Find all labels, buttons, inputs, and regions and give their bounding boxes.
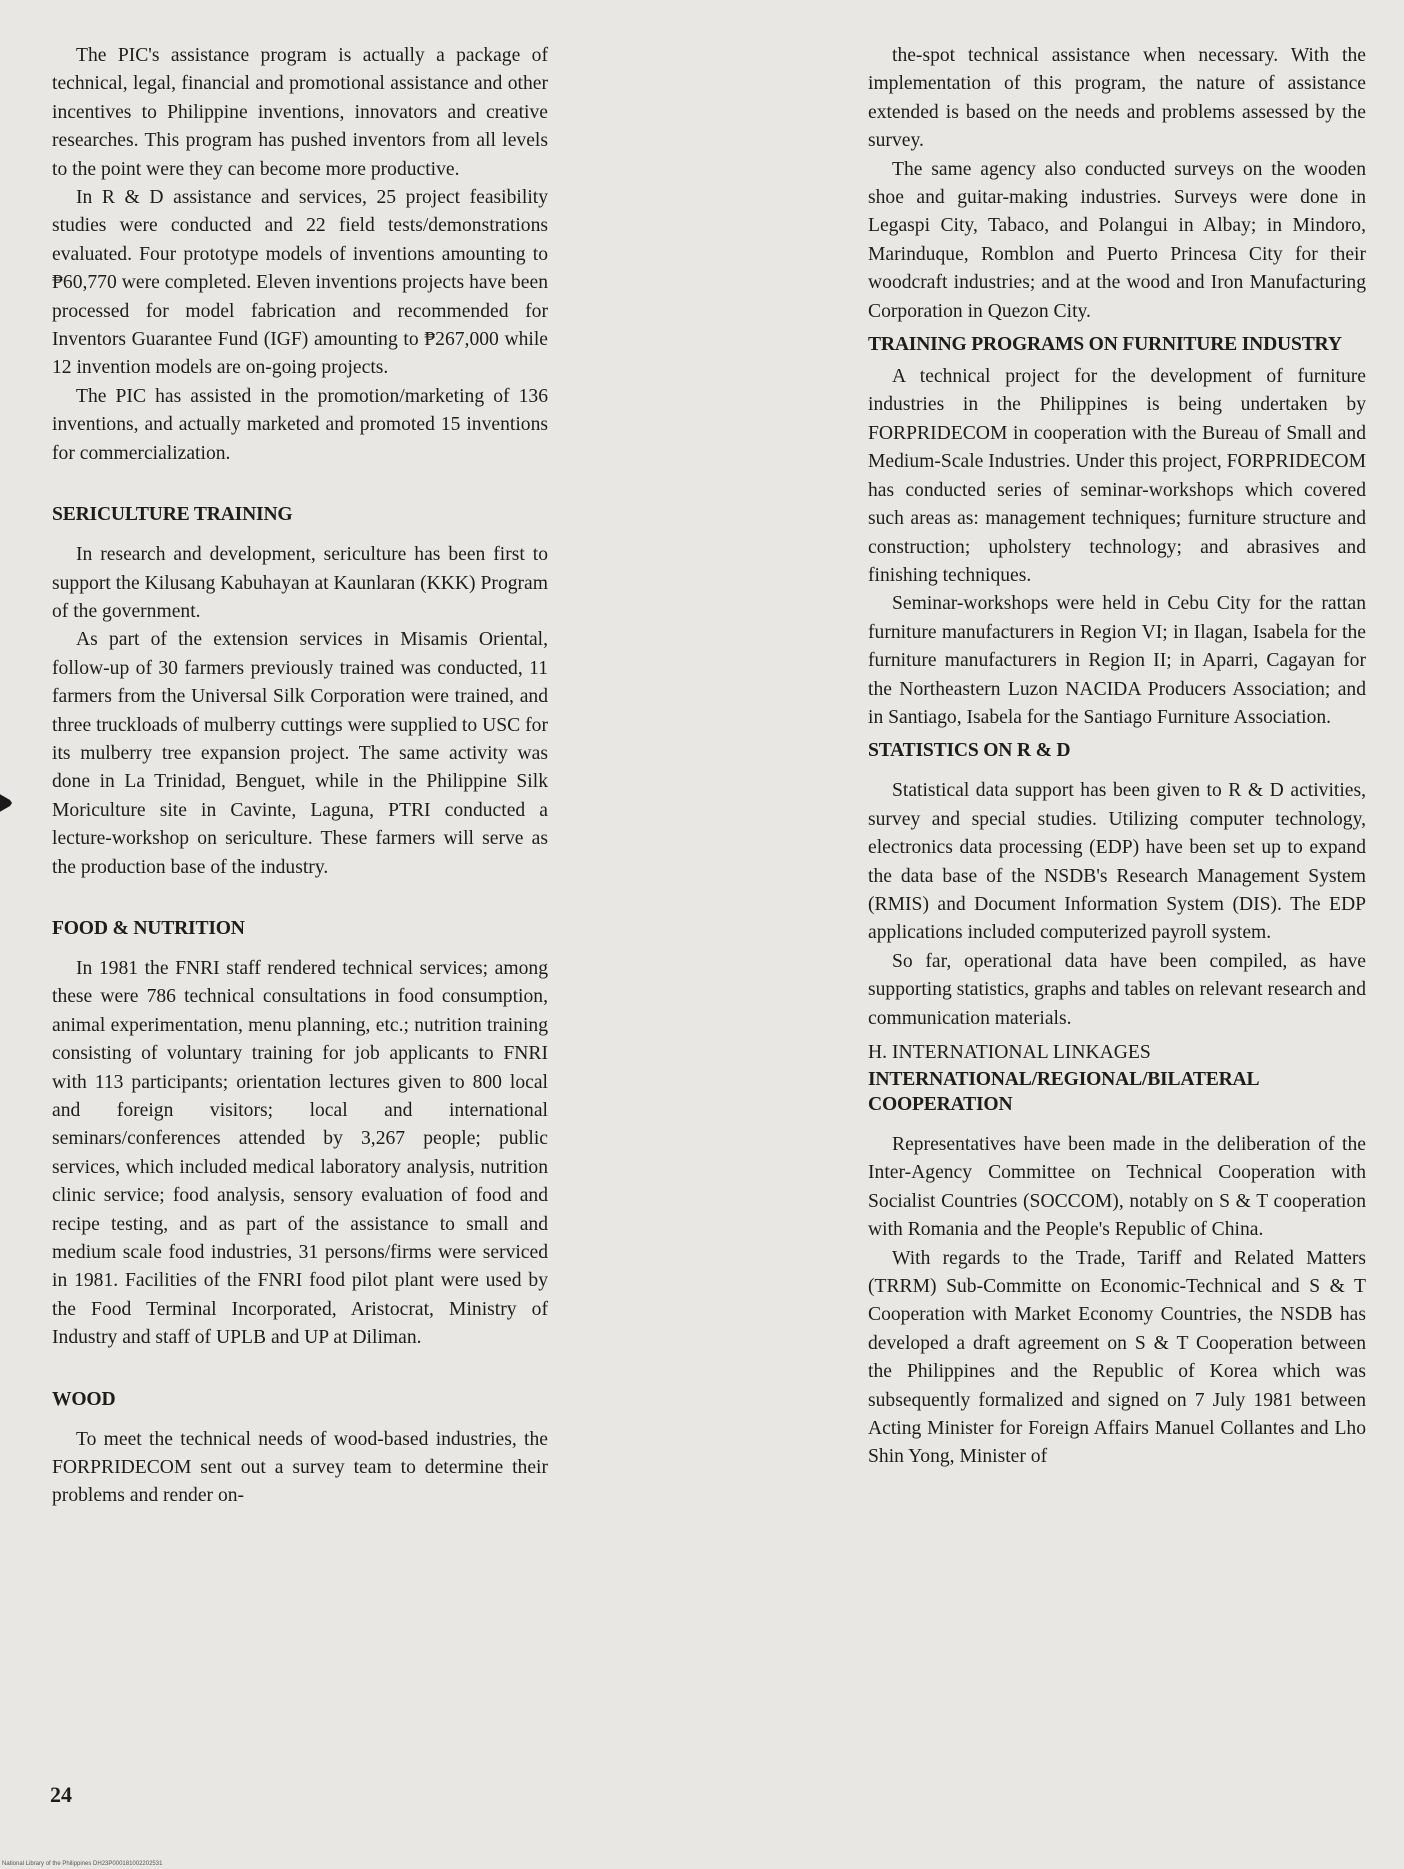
- heading-statistics-rd: STATISTICS ON R & D: [868, 740, 1071, 762]
- heading-international-cooperation: INTERNATIONAL/REGIONAL/BILATERAL COOPERATION: [868, 1069, 1259, 1115]
- paragraph-sericulture-intro: In research and development, sericulture has been first to support the Kilusang Kabuhayan at Kaunlaran (KKK) Program of the government.: [52, 544, 548, 622]
- paragraph-rd-assistance: In R & D assistance and services, 25 project feasibility studies were conducted and 22 field tests/demonstrations evaluated. Four prototype models of inventions amounting to ₱60,770 were completed. Eleven inventions projects have been processed for model fabrication and recommended for Inventors Guarantee Fund (IGF) amounting to ₱267,000 while 12 invention models are on-going projects.: [52, 187, 548, 379]
- paragraph-wood-continued: the-spot technical assistance when necessary. With the implementation of this program, the nature of assistance extended is based on the needs and problems assessed by the survey.: [868, 45, 1366, 152]
- paragraph-furniture-project: A technical project for the development of furniture industries in the Philippines is being undertaken by FORPRIDECOM in cooperation with the Bureau of Small and Medium-Scale Industries. Under this project, FORPRIDECOM has conducted series of seminar-workshops which covered such areas as: management techniques; furniture structure and construction; upholstery technology; and abrasives and finishing techniques.: [868, 366, 1366, 586]
- scan-footer-note: National Library of the Philippines DH23P000181002202531: [2, 1861, 163, 1867]
- heading-food-nutrition: FOOD & NUTRITION: [52, 917, 245, 939]
- binding-hole-mark: [0, 788, 16, 818]
- paragraph-soccom: Representatives have been made in the deliberation of the Inter-Agency Committee on Technical Cooperation with Socialist Countries (SOCCOM), notably on S & T cooperation with Romania and the People's Republic of China.: [868, 1134, 1366, 1241]
- paragraph-seminar-workshops: Seminar-workshops were held in Cebu City for the rattan furniture manufacturers in Region VI; in Ilagan, Isabela for the furniture manufacturers in Region II; in Aparri, Cagayan for the Northeastern Luzon NACIDA Producers Association; and in Santiago, Isabela for the Santiago Furniture Association.: [868, 593, 1366, 728]
- paragraph-wood-surveys: The same agency also conducted surveys on the wooden shoe and guitar-making industries. Surveys were done in Legaspi City, Tabaco, and Polangui in Albay; in Mindoro, Marinduque, Romblon and Puerto Princesa City for their woodcraft industries; and at the wood and Iron Manufacturing Corporation in Quezon City.: [868, 158, 1366, 322]
- left-column: [52, 42, 548, 1511]
- heading-international-linkages: H. INTERNATIONAL LINKAGES: [868, 1042, 1151, 1063]
- paragraph-fnri-services: In 1981 the FNRI staff rendered technical services; among these were 786 technical consultations in food consumption, animal experimentation, menu planning, etc.; nutrition training consisting of voluntary training for job applicants to FNRI with 113 participants; orientation lectures given to 800 local and foreign visitors; local and international seminars/conferences attended by 3,267 people; public services, which included medical laboratory analysis, nutrition clinic service; food analysis, sensory evaluation of food and recipe testing, and as part of the assistance to small and medium scale food industries, 31 persons/firms were serviced in 1981. Facilities of the FNRI food pilot plant were used by the Food Terminal Incorporated, Aristocrat, Ministry of Industry and staff of UPLB and UP at Diliman.: [52, 957, 548, 1349]
- paragraph-sericulture-extension: As part of the extension services in Misamis Oriental, follow-up of 30 farmers previously trained was conducted, 11 farmers from the Universal Silk Corporation were trained, and three truckloads of mulberry cuttings were supplied to USC for its mulberry tree expansion project. The same activity was done in La Trinidad, Benguet, while in the Philippine Silk Moriculture site in Cavinte, Laguna, PTRI conducted a lecture-workshop on sericulture. These farmers will serve as the production base of the industry.: [52, 629, 548, 878]
- paragraph-pic-marketing: The PIC has assisted in the promotion/marketing of 136 inventions, and actually marketed and promoted 15 inventions for commercialization.: [52, 385, 548, 464]
- paragraph-operational-data: So far, operational data have been compiled, as have supporting statistics, graphs and tables on relevant research and communication materials.: [868, 950, 1366, 1029]
- paragraph-wood-survey: To meet the technical needs of wood-based industries, the FORPRIDECOM sent out a survey team to determine their problems and render on-: [52, 1428, 548, 1507]
- page-number: 24: [50, 1782, 72, 1807]
- heading-furniture-training: TRAINING PROGRAMS ON FURNITURE INDUSTRY: [868, 334, 1342, 356]
- right-column: [868, 42, 1366, 1472]
- heading-sericulture-training: SERICULTURE TRAINING: [52, 504, 293, 526]
- paragraph-trrm-korea: With regards to the Trade, Tariff and Related Matters (TRRM) Sub-Committe on Economic-Technical and S & T Cooperation with Market Economy Countries, the NSDB has developed a draft agreement on S & T Cooperation between the Philippines and the Republic of Korea which was subsequently formalized and signed on 7 July 1981 between Acting Minister for Foreign Affairs Manuel Collantes and Lho Shin Yong, Minister of: [868, 1247, 1366, 1468]
- paragraph-pic-program: The PIC's assistance program is actually a package of technical, legal, financial and promotional assistance and other incentives to Philippine inventions, innovators and creative researches. This program has pushed inventors from all levels to the point were they can become more productive.: [52, 45, 548, 180]
- paragraph-statistics-support: Statistical data support has been given to R & D activities, survey and special studies. Utilizing computer technology, electronics data processing (EDP) have been set up to expand the data base of the NSDB's Research Management System (RMIS) and Document Information System (DIS). The EDP applications included computerized payroll system.: [868, 780, 1366, 944]
- heading-wood: WOOD: [52, 1388, 116, 1410]
